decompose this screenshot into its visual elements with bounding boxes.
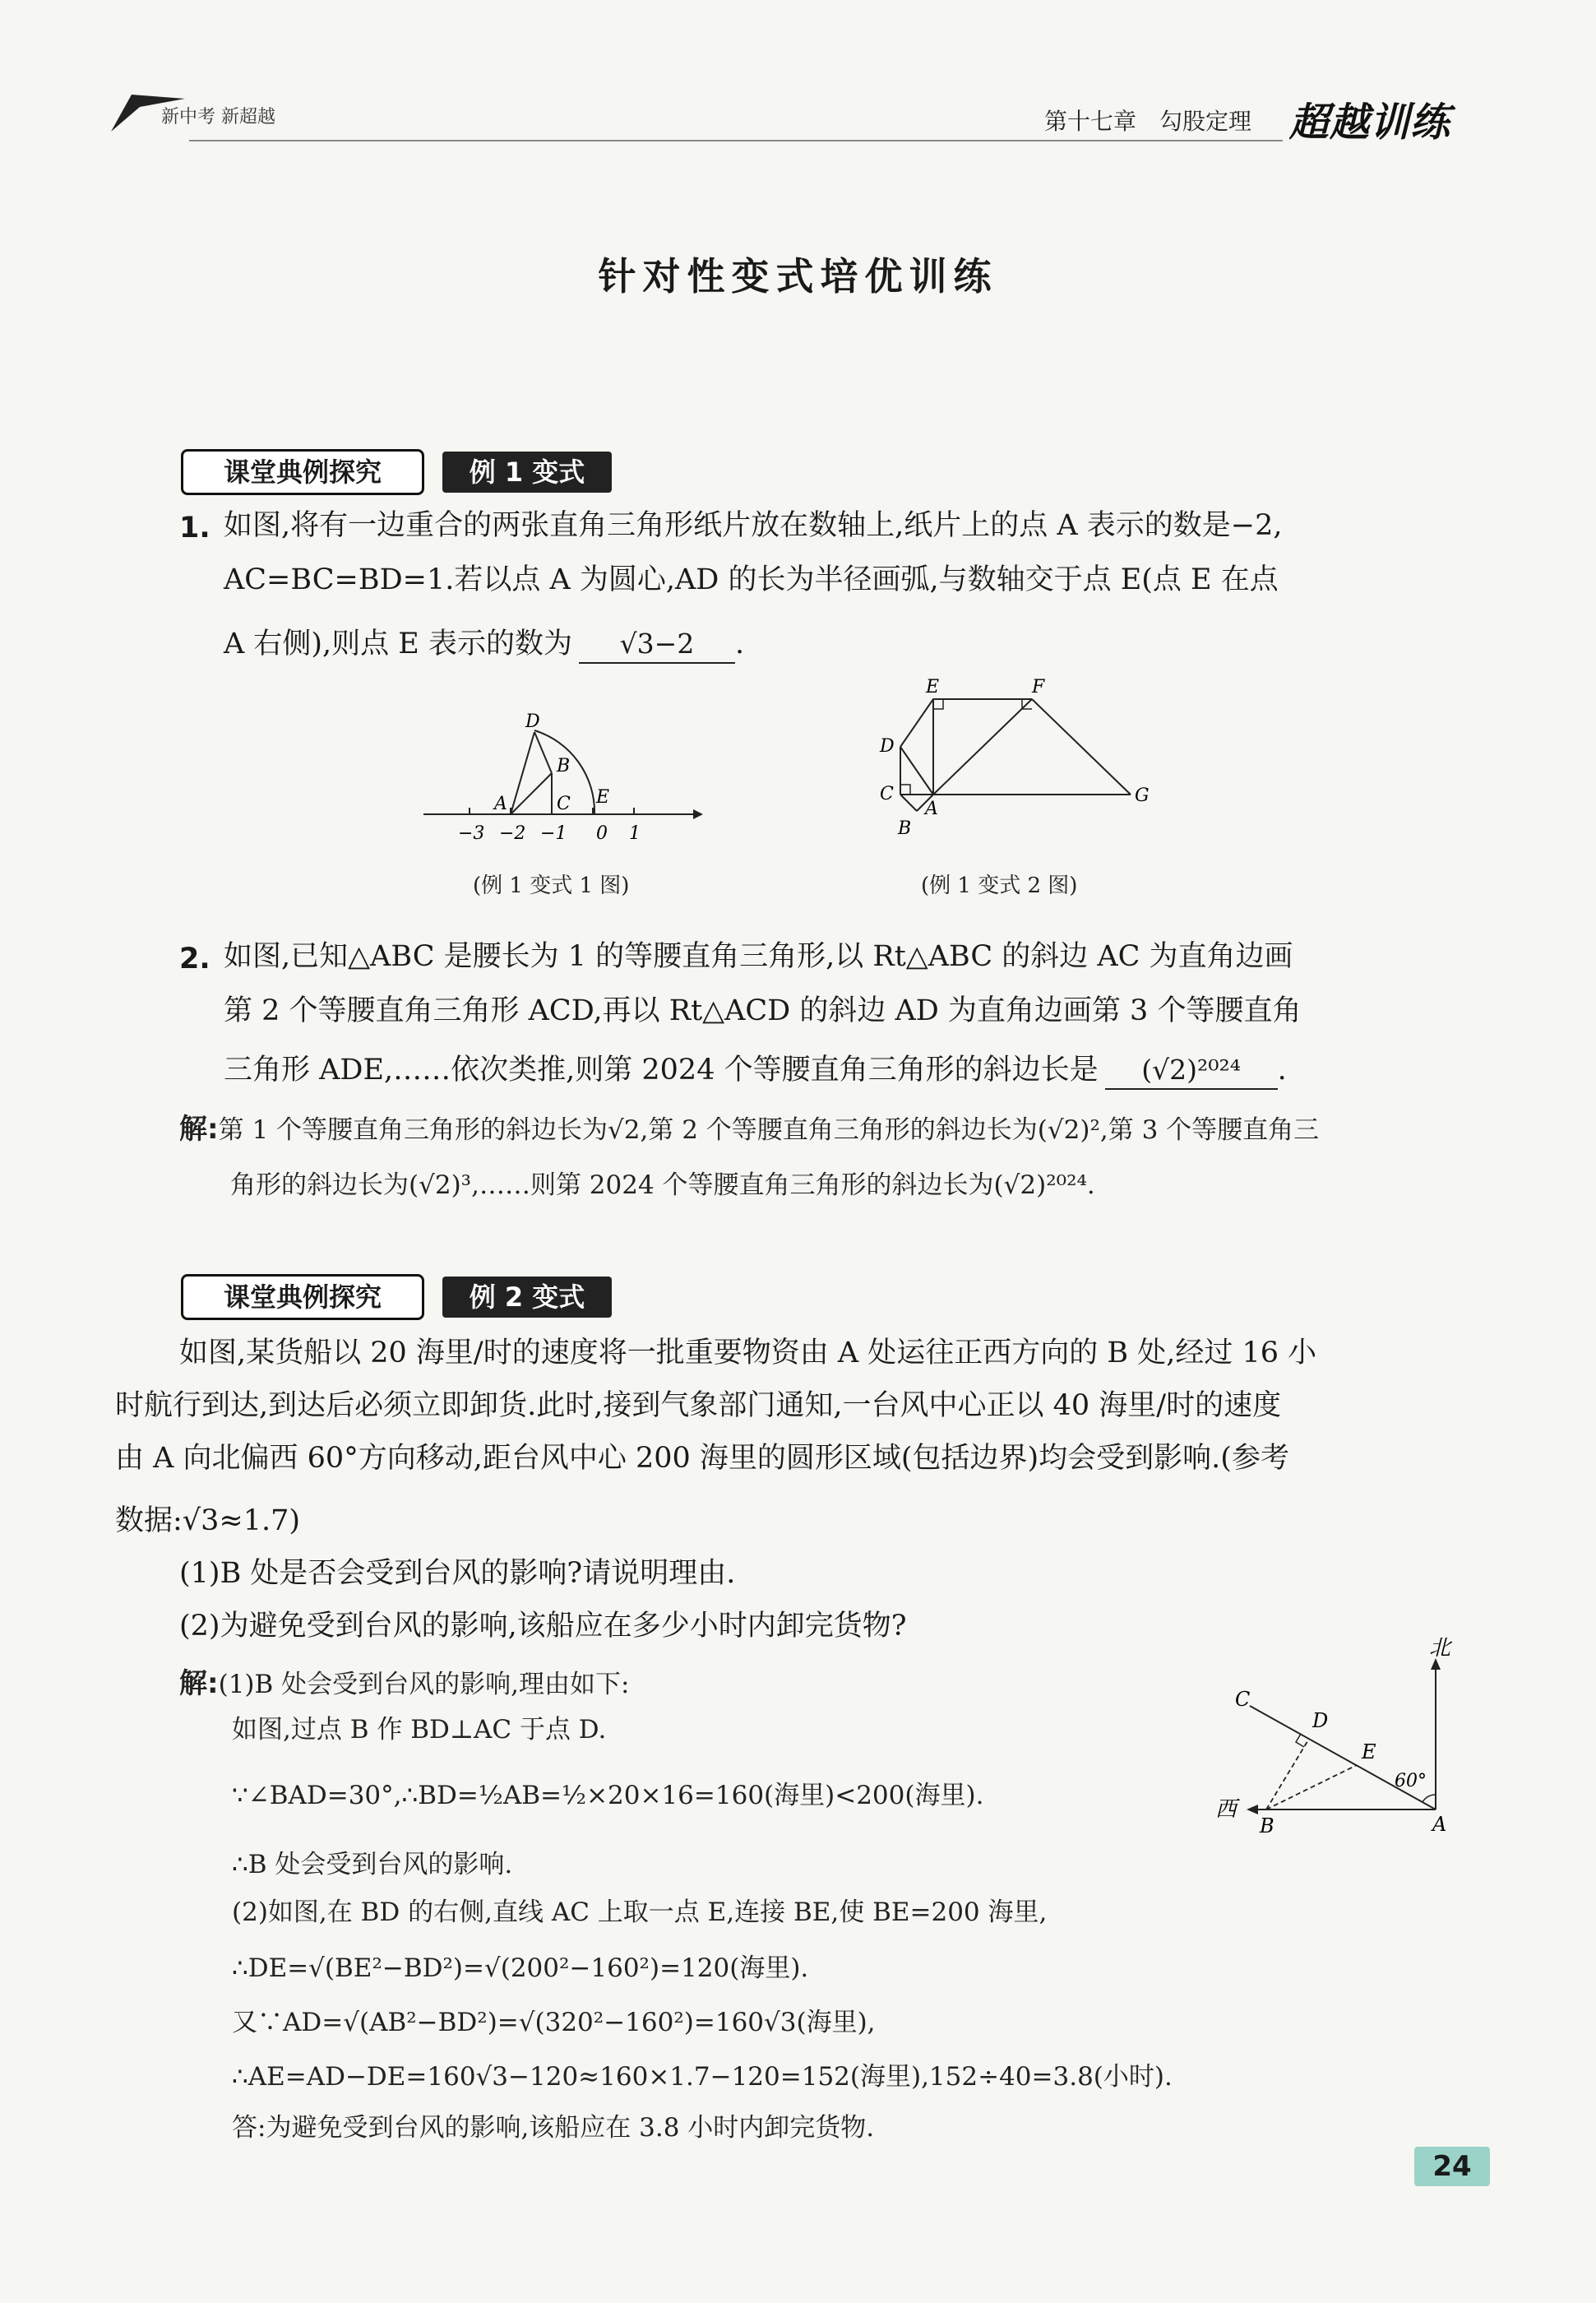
- q3-sol-label: 解:: [179, 1667, 219, 1700]
- fig2-label-C: C: [880, 784, 894, 804]
- q2-end: .: [1277, 1054, 1287, 1087]
- fig1-label-D: D: [525, 711, 540, 732]
- fig3-label-D: D: [1312, 1709, 1329, 1732]
- fig1-label-E: E: [596, 787, 610, 808]
- q3-line4: 数据:√3≈1.7): [115, 1504, 301, 1537]
- q3-part1: (1)B 处是否会受到台风的影响?请说明理由.: [179, 1557, 736, 1590]
- q2-sol-text1: 第 1 个等腰直角三角形的斜边长为√2,第 2 个等腰直角三角形的斜边长为(√2)²,第 3 个等腰直角三: [218, 1115, 1320, 1145]
- fig3-label-E: E: [1362, 1740, 1376, 1763]
- header-series: 超越训练: [1289, 100, 1451, 146]
- q3-sol-s2: 如图,过点 B 作 BD⊥AC 于点 D.: [232, 1715, 607, 1745]
- q1-line3-wrap: [224, 617, 744, 671]
- q1-answer: √3−2: [579, 626, 735, 664]
- q2-answer: (√2)²⁰²⁴: [1105, 1052, 1278, 1090]
- q3-line1: 如图,某货船以 20 海里/时的速度将一批重要物资由 A 处运往正西方向的 B 处,经过 16 小: [179, 1337, 1317, 1369]
- fig1-tick-minus3: −3: [458, 823, 485, 844]
- section1-tag: 课堂典例探究: [181, 449, 424, 495]
- figure-typhoon: [1200, 1637, 1464, 1842]
- fig1-label-B: B: [557, 756, 571, 776]
- q3-sol-s3: ∵∠BAD=30°,∴BD=½AB=½×20×16=160(海里)<200(海里).: [232, 1781, 984, 1810]
- q2-solution-line1: [179, 1104, 1319, 1156]
- q3-sol-s5: (2)如图,在 BD 的右侧,直线 AC 上取一点 E,连接 BE,使 BE=200 海里,: [232, 1898, 1048, 1927]
- fig3-label-west: 西: [1215, 1797, 1237, 1822]
- fig3-label-north: 北: [1429, 1637, 1451, 1661]
- fig1-label-C: C: [557, 794, 571, 814]
- section1-label: 例 1 变式: [442, 452, 612, 493]
- fig1-tick-1: 1: [629, 823, 641, 844]
- fig3-label-A: A: [1432, 1813, 1447, 1836]
- fig1-tick-0: 0: [596, 823, 608, 844]
- q2-line1: 如图,已知△ABC 是腰长为 1 的等腰直角三角形,以 Rt△ABC 的斜边 AC 为直角边画: [224, 940, 1293, 973]
- header-logo-text: 新中考 新超越: [161, 107, 275, 127]
- q3-line2: 时航行到达,到达后必须立即卸货.此时,接到气象部门通知,一台风中心正以 40 海里/时的速度: [115, 1389, 1282, 1422]
- q3-sol-s8: ∴AE=AD−DE=160√3−120≈160×1.7−120=152(海里),152÷40=3.8(小时).: [232, 2062, 1173, 2092]
- q3-sol-s6: ∴DE=√(BE²−BD²)=√(200²−160²)=120(海里).: [232, 1953, 809, 1983]
- q1-number: 1.: [179, 512, 210, 544]
- q3-part2: (2)为避免受到台风的影响,该船应在多少小时内卸完货物?: [179, 1610, 907, 1643]
- q3-line3: 由 A 向北偏西 60°方向移动,距台风中心 200 海里的圆形区域(包括边界)均会受到影响.(参考: [115, 1442, 1289, 1475]
- q1-line3: A 右侧),则点 E 表示的数为: [224, 628, 572, 660]
- q3-sol-s7: 又∵AD=√(AB²−BD²)=√(320²−160²)=160√3(海里),: [232, 2008, 876, 2037]
- q3-sol-s4: ∴B 处会受到台风的影响.: [232, 1850, 513, 1879]
- header-chapter: 第十七章 勾股定理: [1044, 108, 1252, 135]
- q2-solution-line2: 角形的斜边长为(√2)³,……则第 2024 个等腰直角三角形的斜边长为(√2)²⁰²⁴.: [230, 1170, 1095, 1200]
- q3-sol-s1: (1)B 处会受到台风的影响,理由如下:: [218, 1670, 630, 1699]
- fig2-label-B: B: [898, 818, 912, 839]
- figure-number-line: [415, 707, 711, 860]
- fig2-label-G: G: [1135, 785, 1150, 806]
- q2-line2: 第 2 个等腰直角三角形 ACD,再以 Rt△ACD 的斜边 AD 为直角边画第 3 个等腰直角: [224, 994, 1302, 1027]
- fig2-caption: (例 1 变式 2 图): [921, 873, 1078, 898]
- header-rule: [189, 140, 1283, 141]
- fig1-tick-minus2: −2: [499, 823, 526, 844]
- fig3-label-C: C: [1235, 1688, 1251, 1711]
- q2-line3-wrap: [224, 1043, 1287, 1097]
- page-number: 24: [1414, 2147, 1490, 2186]
- fig1-tick-minus1: −1: [540, 823, 567, 844]
- fig1-label-A: A: [494, 794, 507, 814]
- fig2-label-E: E: [926, 677, 940, 697]
- figure-triangles: [855, 673, 1168, 854]
- page-title: 针对性变式培优训练: [598, 254, 998, 299]
- q2-number: 2.: [179, 943, 210, 975]
- q1-line2: AC=BC=BD=1.若以点 A 为圆心,AD 的长为半径画弧,与数轴交于点 E(点 E 在点: [224, 563, 1279, 596]
- fig2-label-D: D: [880, 736, 895, 757]
- fig3-label-angle: 60°: [1395, 1771, 1427, 1791]
- fig2-label-F: F: [1032, 677, 1045, 697]
- q3-sol-s9: 答:为避免受到台风的影响,该船应在 3.8 小时内卸完货物.: [232, 2113, 875, 2143]
- fig1-caption: (例 1 变式 1 图): [473, 873, 630, 898]
- fig2-label-A: A: [925, 799, 938, 819]
- q2-sol-label: 解:: [179, 1113, 219, 1146]
- q1-line1: 如图,将有一边重合的两张直角三角形纸片放在数轴上,纸片上的点 A 表示的数是−2,: [224, 509, 1283, 542]
- q3-sol-line1: [179, 1658, 629, 1710]
- q2-line3: 三角形 ADE,……依次类推,则第 2024 个等腰直角三角形的斜边长是: [224, 1054, 1099, 1087]
- fig3-label-B: B: [1260, 1814, 1274, 1837]
- q1-end: .: [734, 628, 745, 660]
- section2-tag: 课堂典例探究: [181, 1274, 424, 1320]
- section2-label: 例 2 变式: [442, 1277, 612, 1318]
